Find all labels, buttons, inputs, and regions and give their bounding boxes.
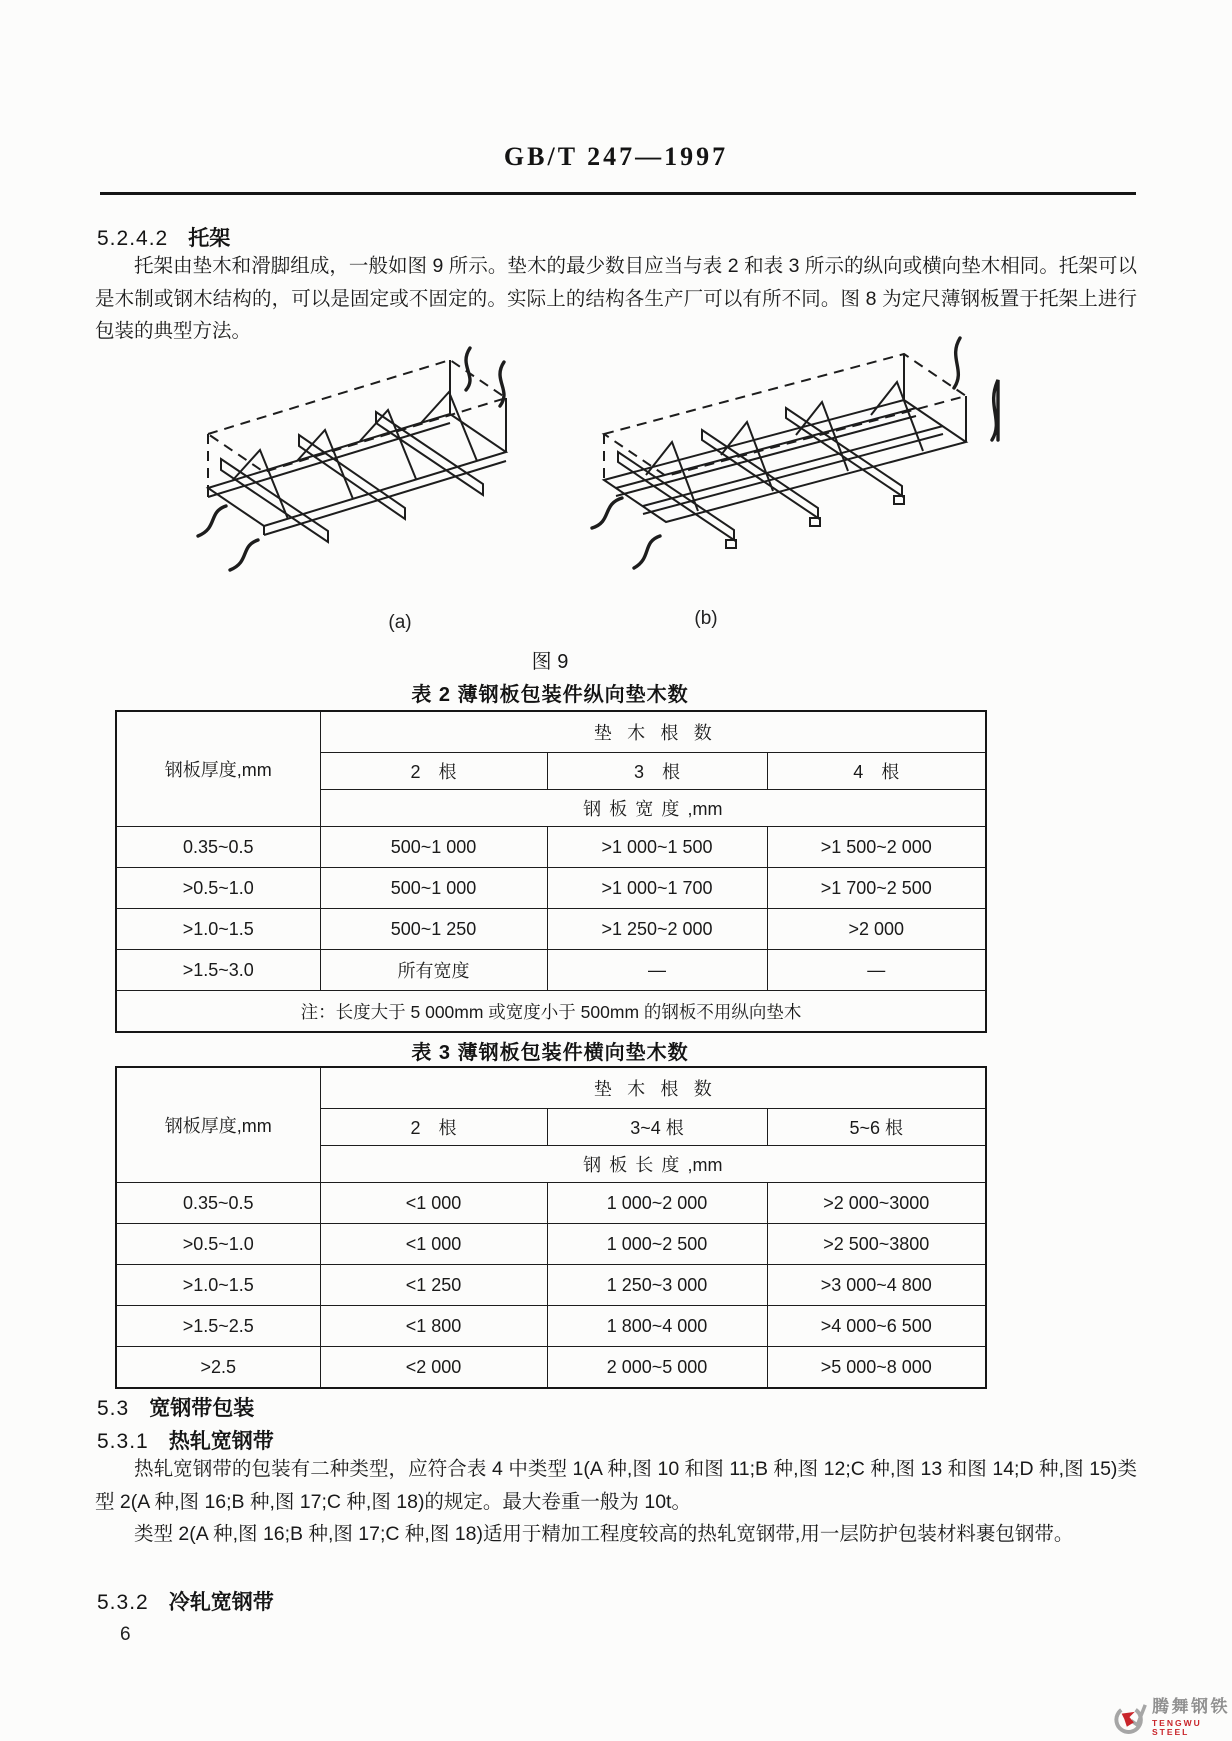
section-number: 5.3.2 [97,1591,149,1614]
table-cell: <2 000 [320,1347,547,1389]
table-cell: >0.5~1.0 [116,868,320,909]
paragraph-hot-rolled: 热轧宽钢带的包装有二种类型，应符合表 4 中类型 1(A 种,图 10 和图 11;B 种,图 12;C 种,图 13 和图 14;D 种,图 15)类型 2(A 种,图 16;B 种,图 17;C 种,图 18)的规定。最大卷重一般为 10t。 [95,1458,1137,1513]
table2-count-header: 2 根 [320,753,547,790]
logo-cn-text: 腾舞钢铁 [1151,1697,1230,1717]
section-heading-5242 [97,222,230,252]
table-row [116,1183,986,1224]
table-cell: >5 000~8 000 [767,1347,986,1389]
section-title: 冷轧宽钢带 [168,1591,274,1614]
table-note-row [116,991,986,1033]
table2-note: 注：长度大于 5 000mm 或宽度小于 500mm 的钢板不用纵向垫木 [116,991,986,1033]
table-cell: <1 800 [320,1306,547,1347]
table-cell: 所有宽度 [320,950,547,991]
paragraph-bracket: 托架由垫木和滑脚组成，一般如图 9 所示。垫木的最少数目应当与表 2 和表 3 所示的纵向或横向垫木相同。托架可以是木制或钢木结构的，可以是固定或不固定的。实际上的结构各生产厂可以有所不同。图 8 为定尺薄钢板置于托架上进行包装的典型方法。 [95,255,1137,342]
section-number: 5.2.4.2 [97,227,169,250]
table-cell: 500~1 250 [320,909,547,950]
figure-caption: 图 9 [531,651,569,673]
table-cell: >1 500~2 000 [767,827,986,868]
table-header-row [116,1067,986,1109]
table-row [116,868,986,909]
section-title: 热轧宽钢带 [168,1430,274,1453]
table-cell: 2 000~5 000 [547,1347,767,1389]
table3-sub-header-unit: ,mm [687,1155,723,1175]
watermark-logo [1112,1697,1232,1739]
section-heading-532 [97,1586,274,1616]
table-cell: >1 700~2 500 [767,868,986,909]
table3-count-header: 3~4 根 [547,1109,767,1146]
table-cell: <1 000 [320,1224,547,1265]
table-cell: >4 000~6 500 [767,1306,986,1347]
section-heading-53 [97,1392,254,1422]
table-cell: >1.5~2.5 [116,1306,320,1347]
table-row [116,1306,986,1347]
table-cell: 1 250~3 000 [547,1265,767,1306]
table-cell: >1.0~1.5 [116,909,320,950]
table3-sub-header [320,1146,986,1183]
table-cell: >1 000~1 700 [547,868,767,909]
table2-title: 表 2 薄钢板包装件纵向垫木数 [411,684,689,706]
section-number: 5.3.1 [97,1430,149,1453]
table-cell: 0.35~0.5 [116,827,320,868]
table-cell: <1 250 [320,1265,547,1306]
table-cell: >1 000~1 500 [547,827,767,868]
page-number: 6 [120,1624,131,1645]
table2-body [116,827,986,991]
figure-a-drawing [168,330,540,580]
table3-count-header: 5~6 根 [767,1109,986,1146]
table-cell: 1 000~2 500 [547,1224,767,1265]
tengwu-logo-icon [1112,1697,1147,1739]
table-cell: 500~1 000 [320,868,547,909]
table-row [116,909,986,950]
table-cell: >2 000~3000 [767,1183,986,1224]
table-cell: >2 500~3800 [767,1224,986,1265]
table-cell: >1.5~3.0 [116,950,320,991]
logo-en-text: TENGWU STEEL [1151,1718,1202,1738]
figure-label-a: (a) [388,612,412,633]
table-row [116,1347,986,1389]
logo-text [1152,1698,1232,1737]
table3-count-header: 2 根 [320,1109,547,1146]
table3-body [116,1183,986,1389]
table-cell: 1 000~2 000 [547,1183,767,1224]
table3-span-header: 垫木根数 [320,1067,986,1109]
table-row [116,1224,986,1265]
table-3 [115,1066,987,1389]
table-cell: >2.5 [116,1347,320,1389]
table-header-row [116,711,986,753]
table-cell: >3 000~4 800 [767,1265,986,1306]
table2-count-header: 3 根 [547,753,767,790]
table2-count-header: 4 根 [767,753,986,790]
table-cell: >0.5~1.0 [116,1224,320,1265]
table3-title: 表 3 薄钢板包装件横向垫木数 [411,1042,689,1064]
table2-sub-header [320,790,986,827]
table-2 [115,710,987,1033]
table-cell: >2 000 [767,909,986,950]
header-rule [100,192,1136,195]
table3-left-header: 钢板厚度,mm [116,1067,320,1183]
figure-b-drawing [556,330,1022,580]
table2-sub-header-unit: ,mm [687,799,723,819]
table-cell: 0.35~0.5 [116,1183,320,1224]
table-cell: >1.0~1.5 [116,1265,320,1306]
table-row [116,950,986,991]
table-cell: — [547,950,767,991]
table-cell: <1 000 [320,1183,547,1224]
table3-sub-header-cn: 钢板长度 [583,1155,688,1175]
table2-sub-header-cn: 钢板宽度 [583,799,688,819]
section-title: 托架 [188,227,231,250]
table-cell: — [767,950,986,991]
section-number: 5.3 [97,1397,130,1420]
table-cell: 500~1 000 [320,827,547,868]
table-cell: 1 800~4 000 [547,1306,767,1347]
paragraph-type2: 类型 2(A 种,图 16;B 种,图 17;C 种,图 18)适用于精加工程度较高的热轧宽钢带,用一层防护包装材料裹包钢带。 [134,1523,1074,1545]
section-title: 宽钢带包装 [149,1397,255,1420]
table2-span-header: 垫木根数 [320,711,986,753]
table-row [116,827,986,868]
table2-left-header: 钢板厚度,mm [116,711,320,827]
table-row [116,1265,986,1306]
standard-code: GB/T 247—1997 [503,142,729,171]
table-cell: >1 250~2 000 [547,909,767,950]
section-heading-531 [97,1425,274,1455]
figure-label-b: (b) [694,608,718,629]
